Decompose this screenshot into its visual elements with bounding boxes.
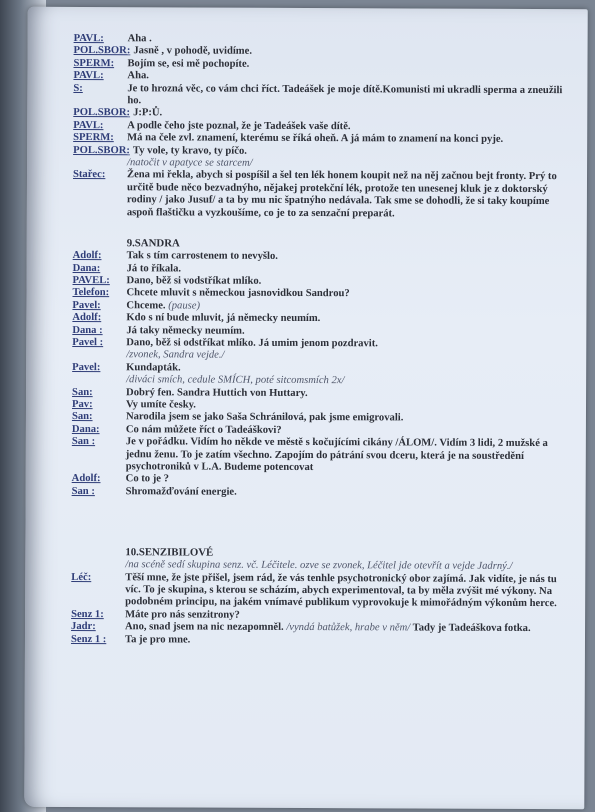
speaker-name: Senz 1: xyxy=(71,608,104,620)
dialogue-text: Vy umíte česky. xyxy=(125,399,196,411)
speaker-name: SPERM: xyxy=(73,132,114,144)
dialogue-block-b xyxy=(72,250,563,500)
script-content xyxy=(71,33,564,648)
dialogue-line xyxy=(72,436,562,475)
speaker-name: S: xyxy=(73,82,83,94)
dialogue-text: Je v pořádku. Vidím ho někde ve městě s kočujícími cikány /ÁLOM/. Vidím 3 lidi, 2 mužské a jednu ženu. To je zatím všechno. Zapojím do pátrání svou dceru, která je na soustředění psychotroniků v L.A. Budeme potencovat xyxy=(125,436,548,474)
dialogue-text: Aha. xyxy=(127,70,149,82)
speaker-name: Pavel: xyxy=(72,361,101,373)
speaker-name: PAVEL: xyxy=(72,274,110,287)
dialogue-text: Shromažďování energie. xyxy=(125,486,237,498)
speaker-name: PAVL: xyxy=(73,70,104,82)
dialogue-text: Žena mi řekla, abych si pospíšil a šel ten lék honem koupit než na něj začnou bejt fronty. Prý to určitě bude něco bezvadnýho, nějakej protekční lék, protože ten unesenej kluk je z doktorský rodiny / jako Jusuf/ a ta by mu nic špatnýho nedávala. Tak sme se dohodli, že si taky koupíme aspoň flaštičku a vyzkoušíme, co je to za senzační preparát. xyxy=(126,169,557,220)
speaker-name: San: xyxy=(72,386,93,398)
dialogue-line xyxy=(71,634,561,649)
dialogue-text: Kdo s ní bude mluvit, já německy neumím. xyxy=(126,312,321,325)
speaker-name: San : xyxy=(71,436,96,448)
speaker-name: SPERM: xyxy=(73,57,115,69)
section-title-9: 9.SANDRA xyxy=(126,237,180,250)
dialogue-text: Chceme. xyxy=(126,299,166,312)
line-text xyxy=(125,572,561,611)
dialogue-text: J:P:Ů. xyxy=(133,107,163,119)
speaker-name: Jadr: xyxy=(71,621,96,633)
line-text xyxy=(127,170,563,222)
speaker-name: Pavel: xyxy=(72,299,101,311)
stage-direction-text: /vyndá batůžek, hrabe v něm/ xyxy=(286,622,411,634)
script-page xyxy=(24,7,587,809)
stage-direction-text: /na scéně sedí skupina senz. vč. Léčitele. ozve se zvonek, Léčitel jde otevřít a vejde Jadrný./ xyxy=(125,559,513,573)
dialogue-text: Ta je pro mne. xyxy=(124,633,191,646)
dialogue-text: Ano, snad jsem na nic nezapomněl. xyxy=(125,621,284,634)
speaker-name: Adolf: xyxy=(72,312,102,324)
dialogue-text: Ty vole, ty kravo, ty píčo. xyxy=(132,144,247,157)
dialogue-text: Co to je ? xyxy=(125,473,169,485)
dialogue-block-c xyxy=(71,572,561,649)
dialogue-line xyxy=(72,486,562,501)
speaker-name: San: xyxy=(71,411,93,423)
dialogue-text: Tady je Tadeáškova fotka. xyxy=(412,622,531,635)
dialogue-text: Co nám můžete říct o Tadeáškovi? xyxy=(125,423,282,436)
dialogue-block-a xyxy=(73,33,564,221)
dialogue-text: Tak s tím carrostenem to nevyšlo. xyxy=(126,250,278,262)
stage-direction-text: /zvonek, Sandra vejde./ xyxy=(126,349,225,361)
speaker-name: Léč: xyxy=(71,571,92,583)
stage-direction-text: /diváci smích, cedule SMÍCH, poté sitcomsmích 2x/ xyxy=(126,374,345,387)
speaker-name: Dana: xyxy=(71,423,100,435)
dialogue-text: Jasně , v pohodě, uvidíme. xyxy=(133,45,253,58)
stage-direction-text: /natočit v apatyce se starcem/ xyxy=(127,157,253,169)
dialogue-text: A podle čeho jste poznal, že je Tadeášek vaše dítě. xyxy=(127,120,351,133)
speaker-name: PAVL: xyxy=(73,32,104,45)
speaker-name: San : xyxy=(71,485,95,497)
speaker-name: PAVL: xyxy=(73,119,104,131)
speaker-name: Adolf: xyxy=(71,473,101,485)
dialogue-text: Chcete mluvit s německou jasnovidkou Sandrou? xyxy=(126,287,350,300)
speaker-name: Telefon: xyxy=(72,287,110,299)
speaker-name: Pav: xyxy=(71,398,93,411)
line-text xyxy=(126,486,562,500)
dialogue-text: Kundapták. xyxy=(126,361,181,374)
dialogue-line xyxy=(71,572,561,611)
speaker-name: Pavel : xyxy=(72,336,104,349)
dialogue-text: Je to hrozná věc, co vám chci říct. Tadeášek je moje dítě.Komunisti mi ukradli sperma a zneužili ho. xyxy=(127,82,563,107)
dialogue-text: Já taky německy neumím. xyxy=(126,324,245,337)
dialogue-text: Dobrý fen. Sandra Huttich von Huttary. xyxy=(126,386,308,399)
line-text xyxy=(125,634,561,648)
line-text xyxy=(127,83,563,110)
dialogue-text: Narodila jsem se jako Saša Schránilová, pak jsme emigrovali. xyxy=(125,411,404,424)
dialogue-line xyxy=(73,169,563,221)
dialogue-text: Já to říkala. xyxy=(126,262,182,274)
dialogue-text: Bojím se, esi mě pochopíte. xyxy=(127,58,250,70)
dialogue-text: Dano, běž si odstříkat mlíko. Já umim jenom pozdravit. xyxy=(126,337,378,350)
speaker-name: Adolf: xyxy=(72,250,102,262)
dialogue-text: Má na čele zvl. znamení, kterému se říká oheň. A já mám to znamení na konci pyje. xyxy=(127,132,504,146)
speaker-name: POL.SBOR: xyxy=(73,107,131,119)
dialogue-text: Aha . xyxy=(127,33,152,45)
section-title-10: 10.SENZIBILOVÉ xyxy=(125,546,214,559)
speaker-name: Dana : xyxy=(72,324,103,336)
speaker-name: Senz 1 : xyxy=(70,633,107,645)
speaker-name: POL.SBOR: xyxy=(73,144,130,156)
speaker-name: POL.SBOR: xyxy=(73,45,131,57)
dialogue-text: Máte pro nás senzitrony? xyxy=(125,609,240,621)
line-text xyxy=(126,436,562,475)
speaker-name: Dana: xyxy=(72,262,101,274)
dialogue-text: Těší mne, že jste přišel, jsem rád, že vás tenhle psychotronický obor zajímá. Jak vidíte, je nás tu víc. To je skupina, s kterou se scházím, abych experimentoval, ta by měla zvýšit mé výkony. Na podobném principu, na jakém vnímavé publikum vyprovokuje k mimořádným výkonům herce. xyxy=(125,571,557,610)
speaker-name: Stařec: xyxy=(72,169,106,181)
dialogue-text: Dano, běž si vodstříkat mlíko. xyxy=(126,275,262,287)
dialogue-line xyxy=(73,83,563,110)
stage-direction-text: (pause) xyxy=(168,300,201,312)
